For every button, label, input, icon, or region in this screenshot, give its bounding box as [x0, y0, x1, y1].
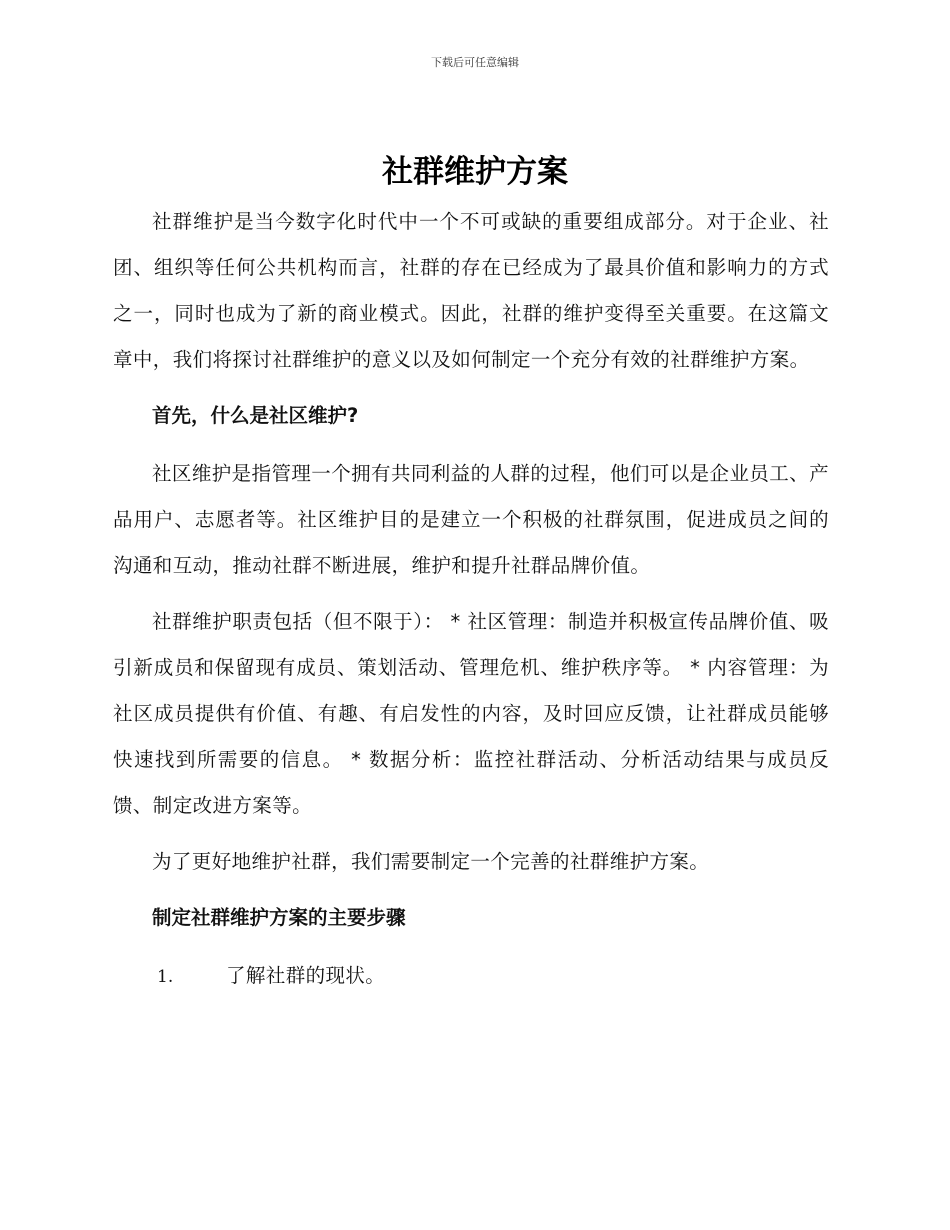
- section-heading-what-is: 首先，什么是社区维护?: [152, 404, 359, 427]
- list-item: [113, 953, 829, 999]
- definition-paragraph: 社区维护是指管理一个拥有共同利益的人群的过程，他们可以是企业员工、产品用户、志愿者等。社区维护目的是建立一个积极的社群氛围，促进成员之间的沟通和互动，推动社群不断进展，维护和提升社群品牌价值。: [113, 462, 829, 577]
- document-title: 社群维护方案: [382, 154, 568, 190]
- list-item-number: 1.: [157, 967, 174, 987]
- intro-paragraph: 社群维护是当今数字化时代中一个不可或缺的重要组成部分。对于企业、社团、组织等任何公共机构而言，社群的存在已经成为了最具价值和影响力的方式之一，同时也成为了新的商业模式。因此，社群的维护变得至关重要。在这篇文章中，我们将探讨社群维护的意义以及如何制定一个充分有效的社群维护方案。: [113, 210, 829, 371]
- section-heading-steps: 制定社群维护方案的主要步骤: [152, 906, 406, 929]
- page-header-note: 下载后可任意编辑: [431, 56, 519, 69]
- duties-paragraph: 社群维护职责包括（但不限于）： * 社区管理：制造并积极宣传品牌价值、吸引新成员和保留现有成员、策划活动、管理危机、维护秩序等。 * 内容管理：为社区成员提供有价值、有趣、有启发性的内容，及时回应反馈，让社群成员能够快速找到所需要的信息。 * 数据分析：监控社群活动、分析活动结果与成员反馈、制定改进方案等。: [113, 610, 829, 817]
- document-body: [113, 199, 829, 999]
- list-item-text: 了解社群的现状。: [226, 964, 386, 987]
- transition-paragraph: 为了更好地维护社群，我们需要制定一个完善的社群维护方案。: [152, 850, 710, 873]
